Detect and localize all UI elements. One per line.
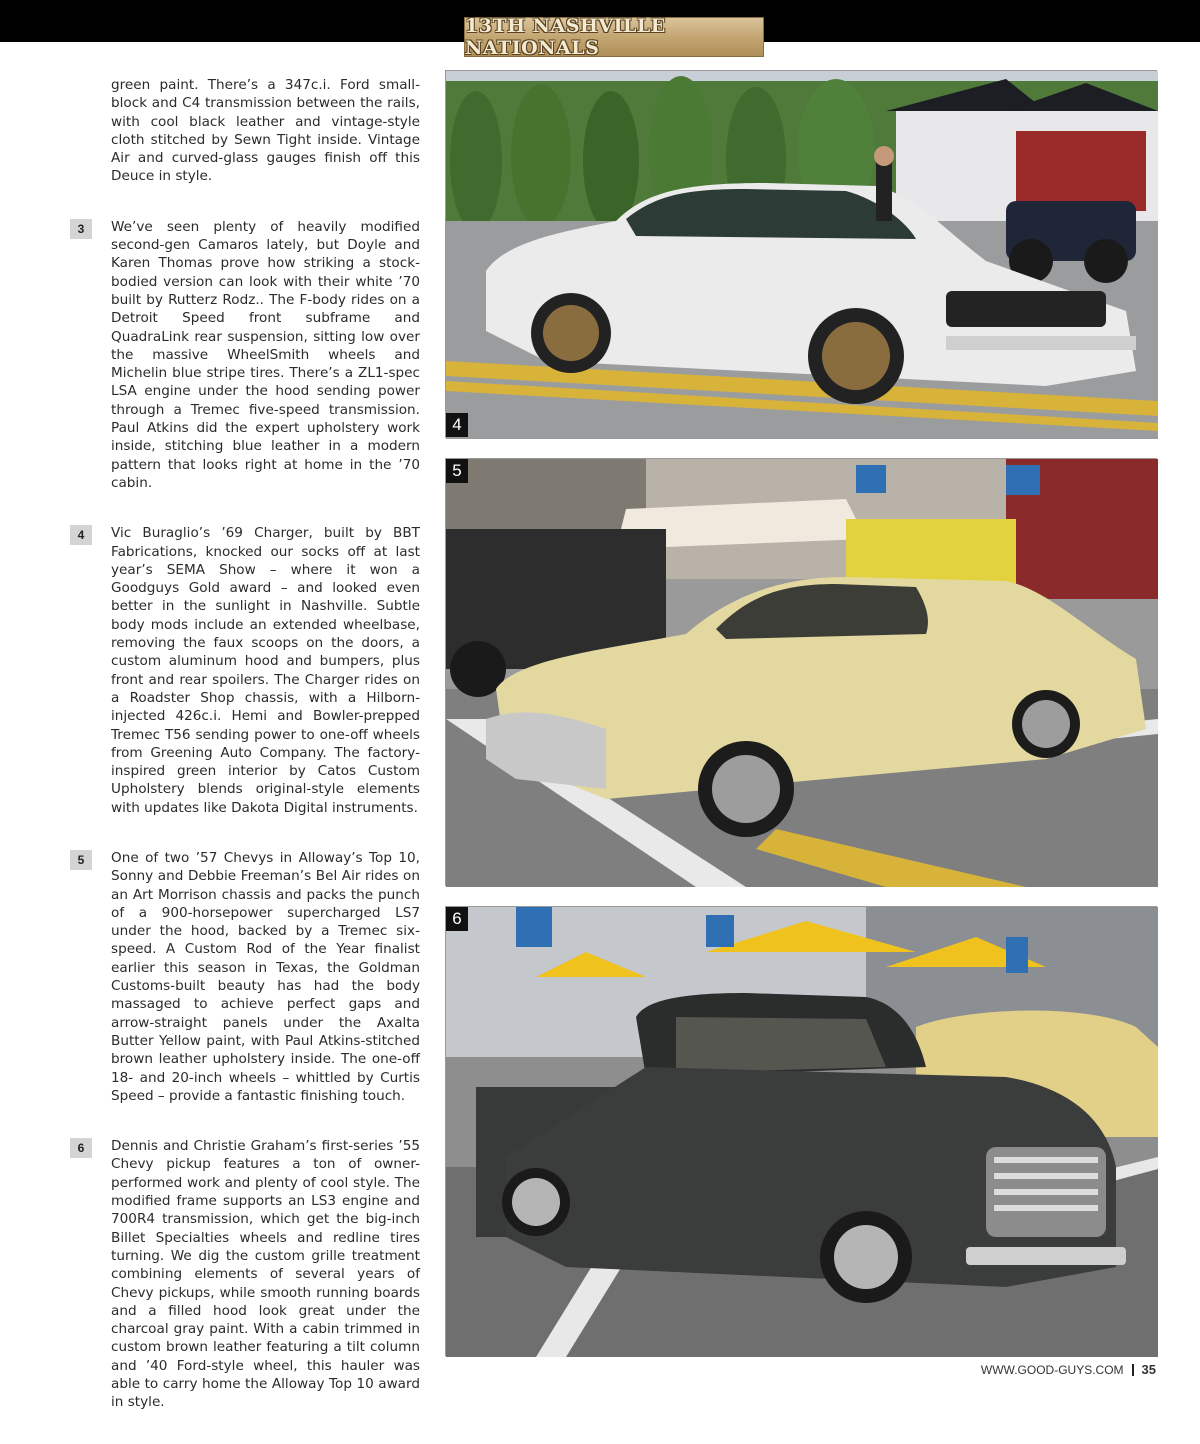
banner-title: 13TH NASHVILLE NATIONALS — [465, 15, 666, 59]
paragraph-4 — [70, 524, 420, 817]
photo-number-badge: 4 — [446, 413, 468, 437]
paragraph-continued — [70, 76, 420, 186]
paragraph-text: One of two ’57 Chevys in Alloway’s Top 10, Sonny and Debbie Freeman’s Bel Air rides on an Art Morrison chassis and packs the punch of a 900-horsepower supercharged LS7 under the hood, backed by a Tremec six-speed. A Custom Rod of the Year finalist earlier this season in Texas, the Goldman Customs-built beauty has had the body massaged to achieve perfect gaps and arrow-straight panels under the Axalta Butter Yellow paint, with Paul Atkins-stitched brown leather upholstery inside. The one-off 18- and 20-inch wheels – whittled by Curtis Speed – provide a fantastic finishing touch. — [111, 849, 420, 1104]
page-footer — [981, 1362, 1156, 1377]
caption-number-badge: 5 — [70, 850, 92, 870]
photo-number-badge: 6 — [446, 907, 468, 931]
paragraph-5 — [70, 849, 420, 1105]
photo-bel-air — [445, 458, 1157, 886]
page-number: 35 — [1141, 1362, 1156, 1377]
paragraph-text: green paint. There’s a 347c.i. Ford small-block and C4 transmission between the rails, with cool black leather and vintage-style cloth stitched by Sewn Tight inside. Vintage Air and curved-glass gauges finish off this Deuce in style. — [111, 77, 420, 185]
paragraph-text: We’ve seen plenty of heavily modified second-gen Camaros lately, but Doyle and Karen Thomas prove how striking a stock-bodied version can look with their white ’70 built by Rutterz Rodz.. The F-body rides on a Detroit Speed front subframe and QuadraLink rear suspension, sitting low over the massive WheelSmith wheels and Michelin blue stripe tires. There’s a ZL1-spec LSA engine under the hood sending power through a Tremec five-speed transmission. Paul Atkins did the expert upholstery work inside, stitching blue leather in a modern pattern that looks right at home in the ’70 cabin. — [111, 218, 420, 491]
paragraph-text: Dennis and Christie Graham’s first-series ’55 Chevy pickup features a ton of owner-performed work and plenty of cool style. The modified frame supports an LS3 engine and 700R4 transmission, which get the big-inch Billet Specialties wheels and redline tires turning. We dig the custom grille treatment combining elements of several years of Chevy pickups, while smooth running boards and a filled hood look great under the charcoal gray paint. With a cabin trimmed in custom brown leather featuring a tilt column and ’40 Ford-style wheel, this hauler was able to carry home the Alloway Top 10 award in style. — [111, 1138, 420, 1411]
caption-number-badge: 3 — [70, 219, 92, 239]
caption-number-badge: 6 — [70, 1138, 92, 1158]
paragraph-6 — [70, 1137, 420, 1411]
article-column — [70, 76, 420, 1444]
photo-charger — [445, 70, 1157, 438]
paragraph-text: Vic Buraglio’s ’69 Charger, built by BBT Fabrications, knocked our socks off at last year’s SEMA Show – where it won a Goodguys Gold award – and looked even better in the sunlight in Nashville. Subtle body mods include an extended wheelbase, removing the faux scoops on the doors, a custom aluminum hood and bumpers, plus front and rear spoilers. The Charger rides on a Roadster Shop chassis, with a Hilborn-injected 426c.i. Hemi and Bowler-prepped Tremec T56 sending power to one-off wheels from Greening Auto Company. The factory-inspired green interior by Catos Custom Upholstery blends original-style elements with updates like Dakota Digital instruments. — [111, 525, 420, 816]
caption-number-badge: 4 — [70, 525, 92, 545]
footer-url: WWW.GOOD-GUYS.COM — [980, 1362, 1124, 1377]
photo-number-badge: 5 — [446, 459, 468, 483]
footer-divider — [1132, 1364, 1134, 1376]
section-banner — [464, 17, 764, 57]
photo-pickup — [445, 906, 1157, 1356]
paragraph-3 — [70, 218, 420, 492]
